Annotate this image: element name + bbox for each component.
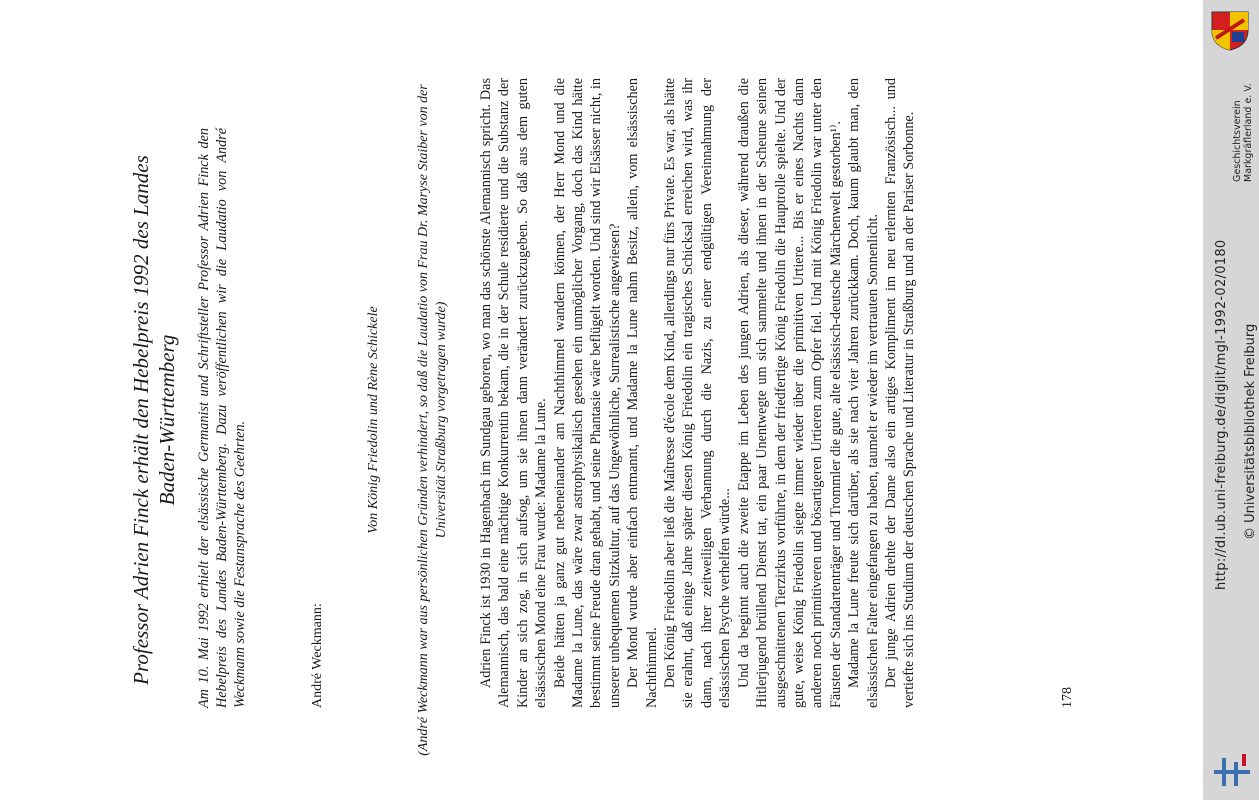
paragraph: Madame la Lune freute sich darüber, als sie nach vier Jahren zurückkam. Doch, kaum glaubt man, den elsässischen Falter eingefangen zu haben, taumelt er wieder im vertrauten Sonnenlicht. xyxy=(846,78,881,708)
paragraph: Und da beginnt auch die zweite Etappe im Leben des jungen Adrien, als dieser, während draußen die Hitlerjugend brüllend Dienst tat, ein paar Unentwegte um sich sammelte und ihnen in der Scheune seinen ausgeschnittenen Tierzirkus vorführte, in dem der friedfertige König Friedolin die Hauptrolle spielte. Und der gute, weise König Friedolin siegte immer wieder über die primitiven Urtiere... Bis er eines Nachts dann anderen noch primitiveren und bösartigeren Urtieren zum Opfer fiel. Und mit König Friedolin war unter den Fäusten der Standartenträger und Trommler die gute, alte elsässisch-deutsche Märchenwelt gestorben¹⁾. xyxy=(735,78,844,708)
paragraph: Der junge Adrien drehte der Dame also ein artiges Kompliment im neu erlernten Französisch... und vertiefte sich ins Studium der deutschen Sprache und Literatur in Straßburg und an der Pariser Sorbonne. xyxy=(882,78,918,708)
society-name xyxy=(1232,83,1254,182)
paragraph: Der Mond wurde aber einfach entmannt, und Madame la Lune nahm Besitz, allein, vom elsässischen Nachthimmel. xyxy=(625,78,660,708)
paragraph: Adrien Finck ist 1930 in Hagenbach im Sundgau geboren, wo man das schönste Alemannisch spricht. Das Alemannisch, das bald eine mächtige Konkurrentin bekam, die in der Schule residierte und die Substanz der Kinder an sich zog, in sich aufsog, um sie ihnen dann verändert zurückzugeben. So daß aus dem guten elsässischen Mond eine Frau wurde: Madame la Lune. xyxy=(478,78,550,708)
paragraph: Beide hätten ja ganz gut nebeneinander am Nachthimmel wandern können, der Herr Mond und die Madame la Lune, das wäre zwar astrophysikalisch gesehen ein unmöglicher Vorgang, doch das Kind hätte bestimmt seine Freude dran gehabt, und seine Phantasie wäre beflügelt worden. Und sind wir Elsässer nicht, in unserer unbequemen Sitzkultur, auf das Ungewöhnliche, Surrealistische angewiesen? xyxy=(551,77,623,708)
body-text xyxy=(477,78,919,708)
society-line-1: Geschichtsverein xyxy=(1232,100,1243,182)
editorial-note: (André Weckmann war aus persönlichen Gründen verhindert, so daß die Laudatio von Frau Dr. Maryse Staiber von der Universität Straßburg vorgetragen wurde) xyxy=(416,84,449,756)
article-title xyxy=(128,80,180,760)
society-line-2: Markgräflerland e. V. xyxy=(1243,83,1254,182)
title-line-2: Baden-Württemberg xyxy=(155,334,179,506)
paragraph: Den König Friedolin aber ließ die Maîtresse d'école dem Kind, allerdings nur fürs Private. Es war, als hätte sie erahnt, daß einige Jahre später diesen König Friedolin ein tragisches Schicksal erreichen wird, was ihr dann, nach ihrer zeitweiligen Verbannung durch die Nazis, zu einer endgültigen Vereinnahmung der elsässischen Psyche verhelfen würde... xyxy=(662,78,734,708)
page-number: 178 xyxy=(1060,687,1075,708)
title-line-1: Professor Adrien Finck erhält den Hebelpreis 1992 des Landes xyxy=(129,155,153,685)
university-library-logo xyxy=(1210,750,1254,790)
source-url-link[interactable]: http://dl.ub.uni-freiburg.de/diglit/mgl-1992-02/0180 xyxy=(1214,239,1229,590)
author-name: André Weckmann: xyxy=(310,603,325,708)
intro-paragraph: Am 10. Mai 1992 erhielt der elsässische Germanist und Schriftsteller Professor Adrien Finck den Hebelpreis des Landes Baden-Württemberg. Dazu veröffentlichen wir die Laudatio von André Weckmann sowie die Festansprache des Geehrten. xyxy=(196,128,248,708)
section-heading: Von König Friedolin und Rène Schickele xyxy=(366,306,381,534)
copyright-notice: © Universitätsbibliothek Freiburg xyxy=(1243,323,1258,540)
coat-of-arms-logo xyxy=(1208,8,1252,52)
